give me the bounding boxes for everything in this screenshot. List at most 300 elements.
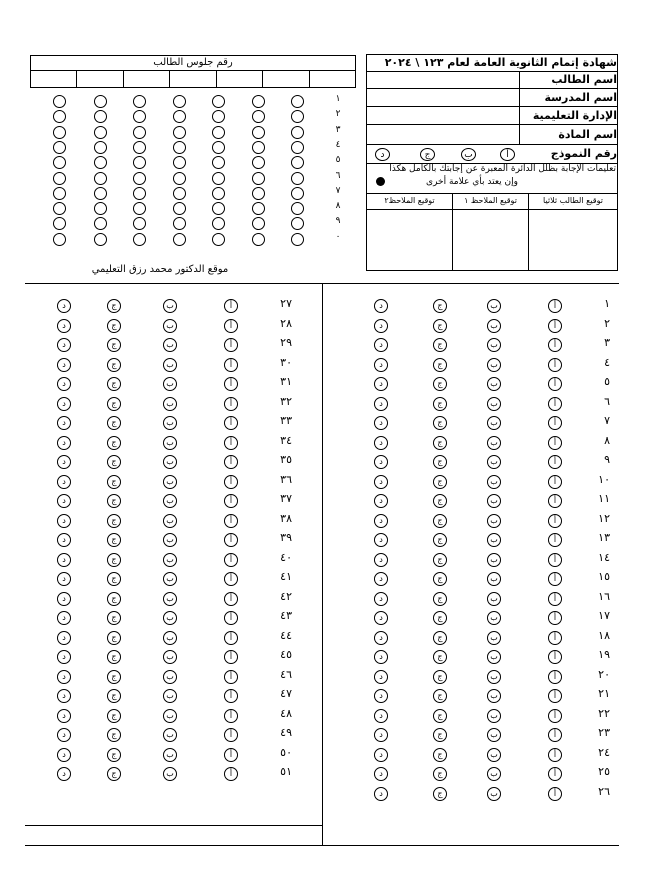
answer-option-bubble[interactable]: ج	[107, 358, 121, 372]
answer-option-bubble[interactable]: أ	[548, 650, 562, 664]
answer-option-bubble[interactable]: أ	[548, 514, 562, 528]
seat-box[interactable]	[77, 71, 123, 87]
answer-option-bubble[interactable]: د	[374, 689, 388, 703]
answer-option-bubble[interactable]: أ	[224, 377, 238, 391]
answer-option-bubble[interactable]: د	[374, 319, 388, 333]
answer-option-bubble[interactable]: ج	[107, 455, 121, 469]
seat-bubble[interactable]	[133, 202, 146, 215]
answer-option-bubble[interactable]: ب	[487, 494, 501, 508]
seat-bubble[interactable]	[252, 217, 265, 230]
answer-option-bubble[interactable]: د	[57, 455, 71, 469]
answer-option-bubble[interactable]: ج	[433, 670, 447, 684]
right-question-number: ١٥	[598, 570, 610, 583]
answer-option-bubble[interactable]: د	[57, 338, 71, 352]
answer-option-bubble[interactable]: ب	[163, 299, 177, 313]
answer-option-bubble[interactable]: د	[57, 299, 71, 313]
seat-bubble[interactable]	[291, 233, 304, 246]
seat-bubble[interactable]	[252, 187, 265, 200]
answer-option-bubble[interactable]: ج	[107, 748, 121, 762]
seat-box[interactable]	[217, 71, 263, 87]
answer-option-bubble[interactable]: ب	[163, 572, 177, 586]
answer-option-bubble[interactable]: ج	[433, 611, 447, 625]
answer-option-bubble[interactable]: د	[57, 416, 71, 430]
answer-option-bubble[interactable]: ب	[163, 377, 177, 391]
answer-option-bubble[interactable]: ج	[107, 631, 121, 645]
answer-option-bubble[interactable]: د	[57, 553, 71, 567]
answer-option-bubble[interactable]: ب	[163, 436, 177, 450]
seat-bubble[interactable]	[212, 95, 225, 108]
seat-bubble[interactable]	[173, 126, 186, 139]
answer-option-bubble[interactable]: ب	[487, 358, 501, 372]
seat-bubble[interactable]	[212, 187, 225, 200]
answer-option-bubble[interactable]: د	[57, 358, 71, 372]
seat-box[interactable]	[263, 71, 309, 87]
seat-bubble[interactable]	[173, 95, 186, 108]
answer-option-bubble[interactable]: أ	[548, 299, 562, 313]
seat-bubble[interactable]	[94, 172, 107, 185]
answer-option-bubble[interactable]: ب	[487, 689, 501, 703]
answer-option-bubble[interactable]: ج	[433, 592, 447, 606]
answer-option-bubble[interactable]: د	[57, 514, 71, 528]
answer-option-bubble[interactable]: ج	[107, 475, 121, 489]
answer-option-bubble[interactable]: أ	[548, 494, 562, 508]
answer-option-bubble[interactable]: د	[374, 787, 388, 801]
answer-option-bubble[interactable]: د	[374, 377, 388, 391]
left-question-number: ٤٥	[280, 648, 292, 661]
seat-bubble[interactable]	[133, 141, 146, 154]
seat-bubble[interactable]	[53, 217, 66, 230]
answer-option-bubble[interactable]: ب	[163, 611, 177, 625]
seat-bubble[interactable]	[173, 156, 186, 169]
answer-option-bubble[interactable]: ب	[487, 416, 501, 430]
left-question-number: ٤٧	[280, 687, 292, 700]
answer-option-bubble[interactable]: أ	[548, 475, 562, 489]
left-question-number: ٢٧	[280, 297, 292, 310]
seat-bubble[interactable]	[173, 141, 186, 154]
seat-bubble[interactable]	[53, 156, 66, 169]
seat-bubble[interactable]	[252, 141, 265, 154]
answer-option-bubble[interactable]: د	[57, 709, 71, 723]
answer-option-bubble[interactable]: أ	[224, 514, 238, 528]
seat-bubble[interactable]	[94, 156, 107, 169]
answer-option-bubble[interactable]: ج	[433, 533, 447, 547]
answer-option-bubble[interactable]: ب	[487, 319, 501, 333]
answer-option-bubble[interactable]: ج	[433, 748, 447, 762]
answer-option-bubble[interactable]: ج	[433, 455, 447, 469]
answer-option-bubble[interactable]: ب	[487, 592, 501, 606]
seat-digit-label: ٠	[335, 231, 341, 242]
right-question-number: ٦	[604, 394, 610, 408]
seat-bubble[interactable]	[212, 126, 225, 139]
seat-bubble[interactable]	[133, 233, 146, 246]
answer-option-bubble[interactable]: ج	[107, 611, 121, 625]
answer-option-bubble[interactable]: د	[57, 650, 71, 664]
answer-option-bubble[interactable]: ب	[487, 670, 501, 684]
seat-bubble[interactable]	[94, 95, 107, 108]
answer-option-bubble[interactable]: د	[57, 533, 71, 547]
answer-option-bubble[interactable]: أ	[548, 533, 562, 547]
seat-bubble[interactable]	[173, 172, 186, 185]
seat-bubble[interactable]	[94, 202, 107, 215]
answer-option-bubble[interactable]: أ	[548, 397, 562, 411]
answer-option-bubble[interactable]: ب	[163, 494, 177, 508]
answer-option-bubble[interactable]: أ	[224, 611, 238, 625]
answer-option-bubble[interactable]: أ	[548, 319, 562, 333]
answer-option-bubble[interactable]: ب	[163, 728, 177, 742]
answer-option-bubble[interactable]: أ	[224, 455, 238, 469]
answer-option-bubble[interactable]: ج	[433, 377, 447, 391]
seat-bubble[interactable]	[94, 126, 107, 139]
answer-option-bubble[interactable]: ب	[163, 709, 177, 723]
answer-option-bubble[interactable]: ب	[163, 416, 177, 430]
answer-option-bubble[interactable]: ج	[433, 475, 447, 489]
seat-bubble[interactable]	[291, 141, 304, 154]
seat-bubble[interactable]	[212, 156, 225, 169]
answer-option-bubble[interactable]: د	[374, 709, 388, 723]
seat-number-boxes[interactable]	[30, 71, 356, 88]
answer-option-bubble[interactable]: ج	[107, 494, 121, 508]
answer-option-bubble[interactable]: ج	[433, 416, 447, 430]
seat-bubble[interactable]	[53, 187, 66, 200]
seat-bubble[interactable]	[173, 187, 186, 200]
answer-option-bubble[interactable]: ب	[487, 767, 501, 781]
answer-option-bubble[interactable]: ب	[487, 436, 501, 450]
seat-box[interactable]	[31, 71, 77, 87]
seat-bubble[interactable]	[94, 110, 107, 123]
answer-option-bubble[interactable]: ب	[163, 767, 177, 781]
seat-bubble[interactable]	[133, 172, 146, 185]
answer-option-bubble[interactable]: ج	[433, 299, 447, 313]
answer-option-bubble[interactable]: ج	[107, 338, 121, 352]
answer-option-bubble[interactable]: أ	[548, 377, 562, 391]
seat-bubble[interactable]	[252, 95, 265, 108]
seat-bubble[interactable]	[291, 172, 304, 185]
seat-bubble[interactable]	[53, 95, 66, 108]
left-question-number: ٤١	[280, 570, 292, 583]
seat-bubble[interactable]	[252, 126, 265, 139]
seat-box[interactable]	[170, 71, 216, 87]
answer-option-bubble[interactable]: ب	[163, 592, 177, 606]
answer-option-bubble[interactable]: أ	[224, 553, 238, 567]
answer-option-bubble[interactable]: أ	[224, 709, 238, 723]
answer-option-bubble[interactable]: د	[374, 416, 388, 430]
answer-option-bubble[interactable]: ب	[163, 514, 177, 528]
answer-option-bubble[interactable]: د	[57, 494, 71, 508]
answer-option-bubble[interactable]: د	[57, 748, 71, 762]
answer-option-bubble[interactable]: ج	[433, 397, 447, 411]
answer-option-bubble[interactable]: ب	[163, 475, 177, 489]
answer-option-bubble[interactable]: د	[374, 670, 388, 684]
answer-option-bubble[interactable]: د	[374, 592, 388, 606]
answer-option-bubble[interactable]: أ	[548, 338, 562, 352]
seat-bubble[interactable]	[173, 202, 186, 215]
answer-option-bubble[interactable]: ب	[487, 553, 501, 567]
answer-option-bubble[interactable]: د	[374, 397, 388, 411]
seat-bubble[interactable]	[291, 110, 304, 123]
answer-option-bubble[interactable]: ج	[433, 689, 447, 703]
seat-bubble[interactable]	[173, 110, 186, 123]
answer-option-bubble[interactable]: ج	[433, 436, 447, 450]
answer-option-bubble[interactable]: ج	[107, 709, 121, 723]
right-question-number: ٩	[604, 453, 610, 466]
answer-option-bubble[interactable]: د	[374, 514, 388, 528]
answer-option-bubble[interactable]: د	[374, 553, 388, 567]
answer-option-bubble[interactable]: أ	[548, 572, 562, 586]
answer-option-bubble[interactable]: أ	[548, 455, 562, 469]
seat-bubble[interactable]	[252, 233, 265, 246]
seat-bubble[interactable]	[94, 233, 107, 246]
seat-bubble[interactable]	[291, 217, 304, 230]
answer-option-bubble[interactable]: أ	[548, 631, 562, 645]
answer-option-bubble[interactable]: ج	[107, 533, 121, 547]
answer-option-bubble[interactable]: د	[57, 592, 71, 606]
answer-option-bubble[interactable]: ج	[433, 319, 447, 333]
answer-option-bubble[interactable]: ب	[163, 689, 177, 703]
seat-bubble[interactable]	[252, 202, 265, 215]
seat-bubble[interactable]	[212, 202, 225, 215]
seat-bubble[interactable]	[212, 110, 225, 123]
answer-option-bubble[interactable]: ب	[487, 455, 501, 469]
answer-option-bubble[interactable]: ج	[433, 514, 447, 528]
model-option-d[interactable]: د	[375, 148, 390, 161]
answer-option-bubble[interactable]: أ	[224, 358, 238, 372]
answer-option-bubble[interactable]: ج	[107, 592, 121, 606]
answer-option-bubble[interactable]: أ	[548, 728, 562, 742]
seat-bubble[interactable]	[53, 202, 66, 215]
seat-bubble[interactable]	[133, 95, 146, 108]
answer-option-bubble[interactable]: ب	[487, 514, 501, 528]
answer-option-bubble[interactable]: ب	[163, 650, 177, 664]
answer-option-bubble[interactable]: ج	[433, 358, 447, 372]
seat-bubble[interactable]	[173, 217, 186, 230]
answer-option-bubble[interactable]: أ	[548, 358, 562, 372]
right-question-number: ١٠	[598, 472, 610, 486]
seat-bubble[interactable]	[133, 110, 146, 123]
answer-option-bubble[interactable]: د	[374, 533, 388, 547]
seat-box[interactable]	[124, 71, 170, 87]
answer-option-bubble[interactable]: ب	[163, 631, 177, 645]
answer-option-bubble[interactable]: ب	[487, 611, 501, 625]
answer-option-bubble[interactable]: أ	[548, 767, 562, 781]
answer-option-bubble[interactable]: أ	[224, 299, 238, 313]
left-question-number: ٤٦	[280, 667, 292, 681]
answer-option-bubble[interactable]: ج	[433, 787, 447, 801]
answer-option-bubble[interactable]: ب	[487, 787, 501, 801]
answer-option-bubble[interactable]: ج	[107, 514, 121, 528]
left-question-number: ٤٣	[280, 609, 292, 622]
answer-option-bubble[interactable]: د	[374, 455, 388, 469]
answer-option-bubble[interactable]: أ	[224, 728, 238, 742]
answer-option-bubble[interactable]: ب	[163, 319, 177, 333]
answer-option-bubble[interactable]: ب	[163, 670, 177, 684]
answer-option-bubble[interactable]: أ	[224, 592, 238, 606]
answer-option-bubble[interactable]: د	[374, 631, 388, 645]
seat-bubble[interactable]	[173, 233, 186, 246]
left-question-number: ٣٧	[280, 492, 292, 505]
seat-bubble[interactable]	[252, 110, 265, 123]
seat-bubble[interactable]	[94, 217, 107, 230]
answer-option-bubble[interactable]: د	[57, 319, 71, 333]
answer-option-bubble[interactable]: أ	[548, 689, 562, 703]
answer-option-bubble[interactable]: ج	[107, 572, 121, 586]
seat-bubble[interactable]	[53, 172, 66, 185]
answer-option-bubble[interactable]: ج	[107, 299, 121, 313]
seat-bubble[interactable]	[133, 187, 146, 200]
answer-option-bubble[interactable]: د	[374, 475, 388, 489]
seat-bubble[interactable]	[252, 156, 265, 169]
answer-option-bubble[interactable]: د	[374, 436, 388, 450]
answer-option-bubble[interactable]: د	[57, 767, 71, 781]
answer-option-bubble[interactable]: د	[374, 650, 388, 664]
seat-bubble[interactable]	[94, 141, 107, 154]
answer-option-bubble[interactable]: أ	[224, 319, 238, 333]
answer-option-bubble[interactable]: أ	[224, 436, 238, 450]
answer-option-bubble[interactable]: ب	[487, 397, 501, 411]
signature-divider	[452, 193, 453, 270]
seat-bubble[interactable]	[212, 233, 225, 246]
answer-option-bubble[interactable]: ج	[107, 728, 121, 742]
answer-option-bubble[interactable]: ج	[433, 572, 447, 586]
answer-option-bubble[interactable]: ب	[487, 748, 501, 762]
answer-option-bubble[interactable]: ج	[433, 631, 447, 645]
model-option-a[interactable]: أ	[500, 148, 515, 161]
answer-option-bubble[interactable]: أ	[224, 689, 238, 703]
answer-option-bubble[interactable]: د	[374, 494, 388, 508]
seat-box[interactable]	[310, 71, 355, 87]
answer-option-bubble[interactable]: ب	[487, 533, 501, 547]
model-option-b[interactable]: ب	[461, 148, 476, 161]
answer-option-bubble[interactable]: ب	[487, 299, 501, 313]
answer-option-bubble[interactable]: أ	[224, 397, 238, 411]
answer-option-bubble[interactable]: ب	[163, 533, 177, 547]
answer-option-bubble[interactable]: ب	[163, 358, 177, 372]
seat-digit-label: ٤	[335, 139, 341, 150]
answer-option-bubble[interactable]: أ	[548, 416, 562, 430]
answer-option-bubble[interactable]: أ	[548, 709, 562, 723]
answer-option-bubble[interactable]: ج	[433, 767, 447, 781]
answer-option-bubble[interactable]: ج	[107, 767, 121, 781]
answer-option-bubble[interactable]: ج	[433, 553, 447, 567]
answer-option-bubble[interactable]: أ	[548, 592, 562, 606]
answer-option-bubble[interactable]: د	[57, 611, 71, 625]
answer-option-bubble[interactable]: ج	[107, 397, 121, 411]
answer-option-bubble[interactable]: ج	[107, 416, 121, 430]
answer-option-bubble[interactable]: ج	[107, 553, 121, 567]
answer-option-bubble[interactable]: أ	[548, 553, 562, 567]
answer-option-bubble[interactable]: د	[57, 631, 71, 645]
answer-option-bubble[interactable]: ج	[433, 338, 447, 352]
seat-bubble[interactable]	[212, 217, 225, 230]
seat-bubble[interactable]	[53, 110, 66, 123]
seat-bubble[interactable]	[53, 126, 66, 139]
answer-option-bubble[interactable]: أ	[224, 748, 238, 762]
seat-bubble[interactable]	[291, 126, 304, 139]
answer-option-bubble[interactable]: ج	[107, 650, 121, 664]
answer-option-bubble[interactable]: أ	[224, 338, 238, 352]
answer-option-bubble[interactable]: أ	[224, 670, 238, 684]
answer-option-bubble[interactable]: ب	[163, 455, 177, 469]
answer-option-bubble[interactable]: ب	[163, 553, 177, 567]
seat-bubble[interactable]	[133, 217, 146, 230]
answer-option-bubble[interactable]: ب	[487, 650, 501, 664]
answer-option-bubble[interactable]: د	[374, 338, 388, 352]
answer-option-bubble[interactable]: د	[374, 611, 388, 625]
answer-option-bubble[interactable]: أ	[224, 572, 238, 586]
answer-option-bubble[interactable]: أ	[224, 650, 238, 664]
answer-option-bubble[interactable]: ج	[433, 728, 447, 742]
answer-option-bubble[interactable]: أ	[548, 436, 562, 450]
answer-option-bubble[interactable]: ج	[433, 650, 447, 664]
answer-option-bubble[interactable]: ج	[107, 377, 121, 391]
answer-option-bubble[interactable]: ب	[487, 709, 501, 723]
seat-bubble[interactable]	[212, 172, 225, 185]
answer-option-bubble[interactable]: د	[57, 728, 71, 742]
seat-bubble[interactable]	[291, 202, 304, 215]
answer-option-bubble[interactable]: د	[374, 358, 388, 372]
seat-bubble[interactable]	[133, 156, 146, 169]
answer-option-bubble[interactable]: أ	[224, 631, 238, 645]
answer-option-bubble[interactable]: د	[57, 689, 71, 703]
seat-bubble[interactable]	[291, 187, 304, 200]
answer-option-bubble[interactable]: د	[374, 299, 388, 313]
answer-option-bubble[interactable]: أ	[548, 787, 562, 801]
answer-option-bubble[interactable]: ج	[107, 436, 121, 450]
answer-option-bubble[interactable]: د	[57, 377, 71, 391]
answer-option-bubble[interactable]: أ	[548, 611, 562, 625]
answer-option-bubble[interactable]: ج	[433, 709, 447, 723]
answer-option-bubble[interactable]: ب	[487, 475, 501, 489]
answer-option-bubble[interactable]: أ	[224, 416, 238, 430]
answer-option-bubble[interactable]: د	[374, 748, 388, 762]
seat-bubble[interactable]	[291, 95, 304, 108]
seat-bubble[interactable]	[252, 172, 265, 185]
answer-option-bubble[interactable]: أ	[224, 475, 238, 489]
answer-option-bubble[interactable]: أ	[224, 494, 238, 508]
answer-option-bubble[interactable]: ب	[487, 377, 501, 391]
answer-option-bubble[interactable]: أ	[224, 533, 238, 547]
seat-bubble[interactable]	[94, 187, 107, 200]
seat-bubble[interactable]	[53, 141, 66, 154]
answer-option-bubble[interactable]: د	[57, 475, 71, 489]
answer-option-bubble[interactable]: أ	[548, 670, 562, 684]
seat-bubble[interactable]	[53, 233, 66, 246]
answer-option-bubble[interactable]: ج	[433, 494, 447, 508]
answer-option-bubble[interactable]: ج	[107, 689, 121, 703]
model-option-c[interactable]: ج	[420, 148, 435, 161]
answer-option-bubble[interactable]: د	[374, 572, 388, 586]
answer-option-bubble[interactable]: ب	[487, 572, 501, 586]
answer-option-bubble[interactable]: د	[57, 670, 71, 684]
answer-option-bubble[interactable]: ج	[107, 670, 121, 684]
answer-option-bubble[interactable]: ج	[107, 319, 121, 333]
answer-option-bubble[interactable]: د	[374, 728, 388, 742]
answer-option-bubble[interactable]: ب	[163, 397, 177, 411]
answer-option-bubble[interactable]: ب	[487, 728, 501, 742]
answer-option-bubble[interactable]: ب	[487, 338, 501, 352]
answer-option-bubble[interactable]: أ	[548, 748, 562, 762]
answer-option-bubble[interactable]: ب	[487, 631, 501, 645]
answer-option-bubble[interactable]: د	[374, 767, 388, 781]
seat-bubble[interactable]	[212, 141, 225, 154]
answer-option-bubble[interactable]: أ	[224, 767, 238, 781]
answer-option-bubble[interactable]: د	[57, 572, 71, 586]
answer-option-bubble[interactable]: ب	[163, 338, 177, 352]
seat-bubble[interactable]	[291, 156, 304, 169]
answer-option-bubble[interactable]: د	[57, 397, 71, 411]
answer-option-bubble[interactable]: د	[57, 436, 71, 450]
seat-bubble[interactable]	[133, 126, 146, 139]
answer-option-bubble[interactable]: ب	[163, 748, 177, 762]
